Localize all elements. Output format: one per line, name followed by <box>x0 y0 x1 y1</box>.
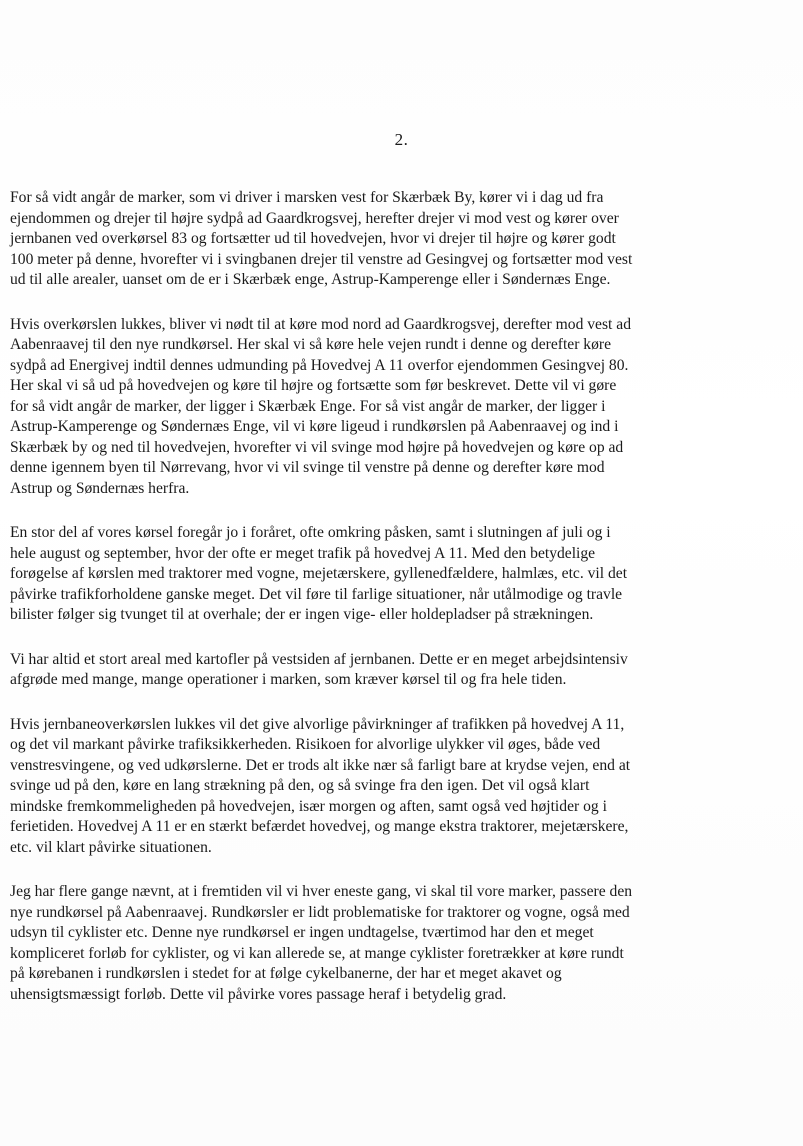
paragraph-alternative-route <box>10 315 678 500</box>
text-line: udsyn til cyklister etc. Denne nye rundkørsel er ingen undtagelse, tværtimod har den et meget <box>10 924 594 941</box>
paragraph-seasonal-traffic <box>10 523 678 626</box>
document-body <box>10 188 678 1029</box>
text-line: påvirke trafikforholdene ganske meget. Det vil føre til farlige situationer, når utålmodige og travle <box>10 585 623 603</box>
text-line: Astrup og Søndernæs herfra. <box>10 479 190 497</box>
text-line: Her skal vi så ud på hovedvejen og køre til højre og fortsætte som før beskrevet. Dette vil vi gøre <box>10 377 617 394</box>
text-line: Astrup-Kamperenge og Søndernæs Enge, vil vi køre ligeud i rundkørslen på Aabenraavej og ind i <box>10 418 619 435</box>
paragraph-safety-impact <box>10 715 678 859</box>
text-line: afgrøde med mange, mange operationer i marken, som kræver kørsel til og fra hele tiden. <box>10 671 567 688</box>
paragraph-potatoes <box>10 650 678 691</box>
text-line: jernbanen ved overkørsel 83 og fortsætter ud til hovedvejen, hvor vi drejer til højre og kører godt <box>10 230 616 247</box>
text-line: En stor del af vores kørsel foregår jo i foråret, ofte omkring påsken, samt i slutningen af juli og i <box>10 524 611 541</box>
text-line: ejendommen og drejer til højre sydpå ad Gaardkrogsvej, herefter drejer vi mod vest og kører over <box>10 209 619 227</box>
text-line: nye rundkørsel på Aabenraavej. Rundkørsler er lidt problematiske for traktorer og vogne, også med <box>10 903 630 921</box>
text-line: Jeg har flere gange nævnt, at i fremtiden vil vi hver eneste gang, vi skal til vore marker, passere den <box>10 883 633 900</box>
text-line: for så vidt angår de marker, der ligger i Skærbæk Enge. For så vist angår de marker, der ligger i <box>10 397 606 415</box>
text-line: Hvis overkørslen lukkes, bliver vi nødt til at køre mod nord ad Gaardkrogsvej, derefter mod vest ad <box>10 315 631 333</box>
text-line: uhensigtsmæssigt forløb. Dette vil påvirke vores passage heraf i betydelig grad. <box>10 985 507 1003</box>
text-line: venstresvingene, og ved udkørslerne. Det er trods alt ikke nær så farligt bare at krydse vejen, end at <box>10 756 631 774</box>
text-line: denne igennem byen til Nørrevang, hvor vi vil svinge til venstre på denne og derefter køre mod <box>10 459 605 476</box>
text-line: kompliceret forløb for cyklister, og vi kan allerede se, at mange cyklister foretrækker at køre rundt <box>10 944 624 962</box>
text-line: 100 meter på denne, hvorefter vi i svingbanen drejer til venstre ad Gesingvej og fortsætter mod vest <box>10 250 633 268</box>
text-line: og det vil markant påvirke trafiksikkerheden. Risikoen for alvorlige ulykker vil øges, både ved <box>10 736 601 753</box>
page-number: 2. <box>394 130 409 149</box>
paragraph-route-description <box>10 188 678 291</box>
text-line: Hvis jernbaneoverkørslen lukkes vil det give alvorlige påvirkninger af trafikken på hovedvej A 11, <box>10 715 625 733</box>
text-line: etc. vil klart påvirke situationen. <box>10 838 212 856</box>
text-line: sydpå ad Energivej indtil dennes udmunding på Hovedvej A 11 overfor ejendommen Gesingvej 80. <box>10 356 629 374</box>
text-line: Skærbæk by og ned til hovedvejen, hvorefter vi vil svinge mod højre på hovedvejen og køre op ad <box>10 438 624 456</box>
text-line: mindske fremkommeligheden på hovedvejen, især morgen og aften, samt også ved højtider og i <box>10 797 607 815</box>
text-line: forøgelse af kørslen med traktorer med vogne, mejetærskere, gyllenedfældere, halmlæs, etc. vil det <box>10 565 628 582</box>
text-line: For så vidt angår de marker, som vi driver i marsken vest for Skærbæk By, kører vi i dag ud fra <box>10 189 604 206</box>
text-line: på kørebanen i rundkørslen i stedet for at følge cykelbanerne, der har et meget akavet og <box>10 965 562 982</box>
text-line: ud til alle arealer, uanset om de er i Skærbæk enge, Astrup-Kamperenge eller i Søndernæs Enge. <box>10 271 611 288</box>
text-line: hele august og september, hvor der ofte er meget trafik på hovedvej A 11. Med den betydelige <box>10 544 596 562</box>
text-line: ferietiden. Hovedvej A 11 er en stærkt befærdet hovedvej, og mange ekstra traktorer, mejetærskere, <box>10 818 629 835</box>
paragraph-roundabout <box>10 882 678 1005</box>
text-line: bilister følger sig tvunget til at overhale; der er ingen vige- eller holdepladser på strækningen. <box>10 606 594 623</box>
text-line: svinge ud på den, køre en lang strækning på den, og så svinge fra den igen. Det vil også klart <box>10 777 590 794</box>
text-line: Vi har altid et stort areal med kartofler på vestsiden af jernbanen. Dette er en meget arbejdsintensiv <box>10 650 628 668</box>
text-line: Aabenraavej til den nye rundkørsel. Her skal vi så køre hele vejen rundt i denne og derefter køre <box>10 336 611 353</box>
